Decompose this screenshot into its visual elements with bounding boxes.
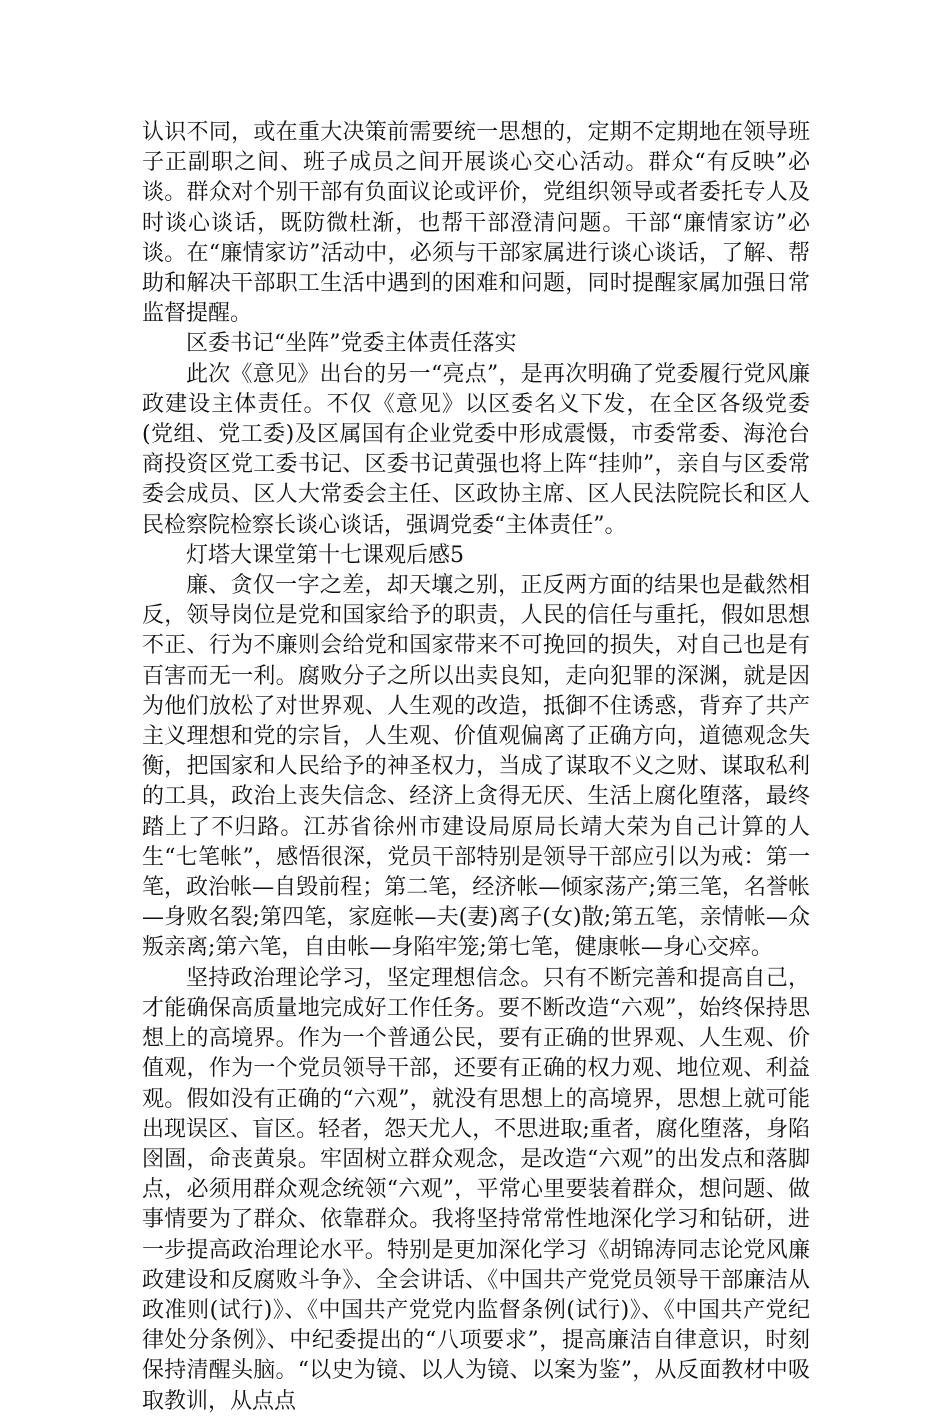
section-heading: 区委书记“坐阵”党委主体责任落实 [186, 331, 517, 357]
paragraph: 坚持政治理论学习，坚定理想信念。只有不断完善和提高自己，才能确保高质量地完成好工作任务。要不断改造“六观”，始终保持思想上的高境界。作为一个普通公民，要有正确的世界观、人生观、价值观，作为一个党员领导干部，还要有正确的权力观、地位观、利益观。假如没有正确的“六观”，就没有思想上的高境界，思想上就可能出现误区、盲区。轻者，怨天尤人，不思进取;重者，腐化堕落，身陷囹圄，命丧黄泉。牢固树立群众观念，是改造“六观”的出发点和落脚点，必须用群众观念统领“六观”，平常心里要装着群众，想问题、做事情要为了群众、依靠群众。我将坚持常常性地深化学习和钻研，进一步提高政治理论水平。特别是更加深化学习《胡锦涛同志论党风廉政建设和反腐败斗争》、全会讲话、《中国共产党党员领导干部廉洁从政准则(试行)》、《中国共产党党内监督条例(试行)》、《中国共产党纪律处分条例》、中纪委提出的“八项要求”，提高廉洁自律意识，时刻保持清醒头脑。“以史为镜、以人为镜、以案为鉴”，从反面教材中吸取教训，从点点 [142, 965, 810, 1414]
paragraph: 廉、贪仅一字之差，却天壤之别，正反两方面的结果也是截然相反，领导岗位是党和国家给予的职责，人民的信任与重托，假如思想不正、行为不廉则会给党和国家带来不可挽回的损失，对自己也是有百害而无一利。腐败分子之所以出卖良知，走向犯罪的深渊，就是因为他们放松了对世界观、人生观的改造，抵御不住诱惑，背弃了共产主义理想和党的宗旨，人生观、价值观偏离了正确方向，道德观念失衡，把国家和人民给予的神圣权力，当成了谋取不义之财、谋取私利的工具，政治上丧失信念、经济上贪得无厌、生活上腐化堕落，最终踏上了不归路。江苏省徐州市建设局原局长靖大荣为自己计算的人生“七笔帐”，感悟很深，党员干部特别是领导干部应引以为戒：第一笔，政治帐—自毁前程；第二笔，经济帐—倾家荡产;第三笔，名誉帐—身败名裂;第四笔，家庭帐—夫(妻)离子(女)散;第五笔，亲情帐—众叛亲离;第六笔，自由帐—身陷牢笼;第七笔，健康帐—身心交瘁。 [142, 573, 810, 961]
section-heading: 灯塔大课堂第十七课观后感5 [186, 542, 464, 568]
document-body [142, 118, 810, 1417]
paragraph-continued: 认识不同，或在重大决策前需要统一思想的，定期不定期地在领导班子正副职之间、班子成员之间开展谈心交心活动。群众“有反映”必谈。群众对个别干部有负面议论或评价，党组织领导或者委托专人及时谈心谈话，既防微杜渐，也帮干部澄清问题。干部“廉情家访”必谈。在“廉情家访”活动中，必须与干部家属进行谈心谈话，了解、帮助和解决干部职工生活中遇到的困难和问题，同时提醒家属加强日常监督提醒。 [142, 120, 810, 327]
paragraph: 此次《意见》出台的另一“亮点”，是再次明确了党委履行党风廉政建设主体责任。不仅《意见》以区委名义下发，在全区各级党委(党组、党工委)及区属国有企业党委中形成震慑，市委常委、海沧台商投资区党工委书记、区委书记黄强也将上阵“挂帅”，亲自与区委常委会成员、区人大常委会主任、区政协主席、区人民法院院长和区人民检察院检察长谈心谈话，强调党委“主体责任”。 [142, 361, 810, 538]
